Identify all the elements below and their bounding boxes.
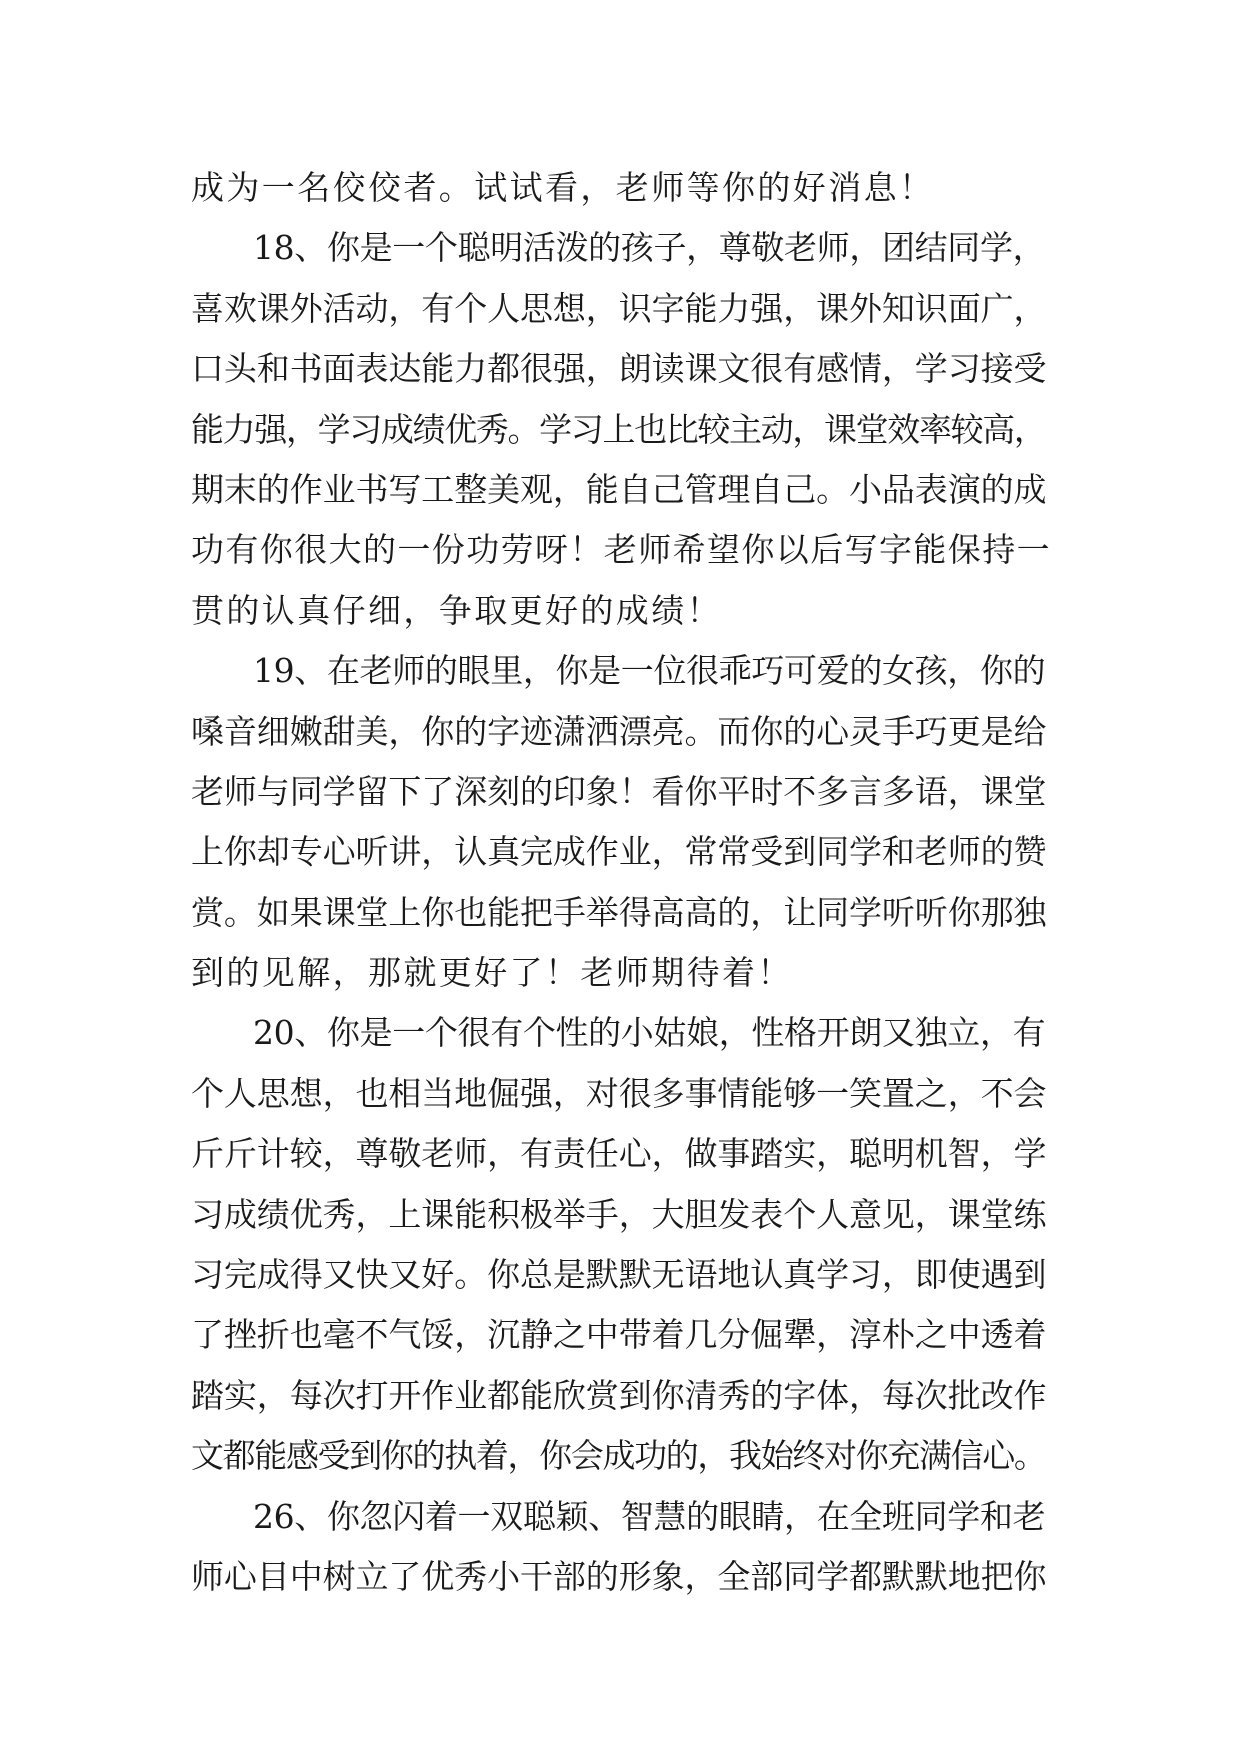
text-line: 喜欢课外活动，有个人思想，识字能力强，课外知识面广， [191,288,1047,328]
text-line: 师心目中树立了优秀小干部的形象，全部同学都默默地把你 [191,1556,1047,1596]
text-line: 习成绩优秀，上课能积极举手，大胆发表个人意见，课堂练 [191,1194,1047,1234]
text-line: 老师与同学留下了深刻的印象！看你平时不多言多语，课堂 [191,771,1047,811]
text-line: 19、在老师的眼里，你是一位很乖巧可爱的女孩，你的 [253,651,1046,691]
text-line: 习完成得又快又好。你总是默默无语地认真学习，即使遇到 [191,1255,1047,1295]
text-line: 到的见解，那就更好了！老师期待着！ [191,953,793,993]
text-line: 口头和书面表达能力都很强，朗读课文很有感情，学习接受 [191,349,1047,389]
text-line: 踏实，每次打开作业都能欣赏到你清秀的字体，每次批改作 [191,1375,1047,1415]
text-line: 18、你是一个聪明活泼的孩子，尊敬老师，团结同学， [253,228,1046,268]
text-line: 了挫折也毫不气馁，沉静之中带着几分倔犟，淳朴之中透着 [191,1315,1047,1355]
text-line: 斤斤计较，尊敬老师，有责任心，做事踏实，聪明机智，学 [191,1134,1047,1174]
text-line: 上你却专心听讲，认真完成作业，常常受到同学和老师的赞 [191,832,1047,872]
text-line: 贯的认真仔细，争取更好的成绩！ [191,590,722,630]
text-line: 26、你忽闪着一双聪颖、智慧的眼睛，在全班同学和老 [253,1496,1046,1536]
text-line: 功有你很大的一份功劳呀！老师希望你以后写字能保持一 [191,530,1051,570]
text-line: 20、你是一个很有个性的小姑娘，性格开朗又独立，有 [253,1013,1046,1053]
text-line: 嗓音细嫩甜美，你的字迹潇洒漂亮。而你的心灵手巧更是给 [191,711,1047,751]
text-line: 能力强，学习成绩优秀。学习上也比较主动，课堂效率较高， [191,409,1046,449]
text-line: 文都能感受到你的执着，你会成功的，我始终对你充满信心。 [191,1436,1046,1476]
text-line: 个人思想，也相当地倔强，对很多事情能够一笑置之，不会 [191,1073,1047,1113]
text-line: 期末的作业书写工整美观，能自己管理自己。小品表演的成 [191,469,1047,509]
document-body [191,158,1051,1607]
text-line: 成为一名佼佼者。试试看，老师等你的好消息！ [191,168,935,207]
text-line: 赏。如果课堂上你也能把手举得高高的，让同学听听你那独 [191,892,1047,932]
